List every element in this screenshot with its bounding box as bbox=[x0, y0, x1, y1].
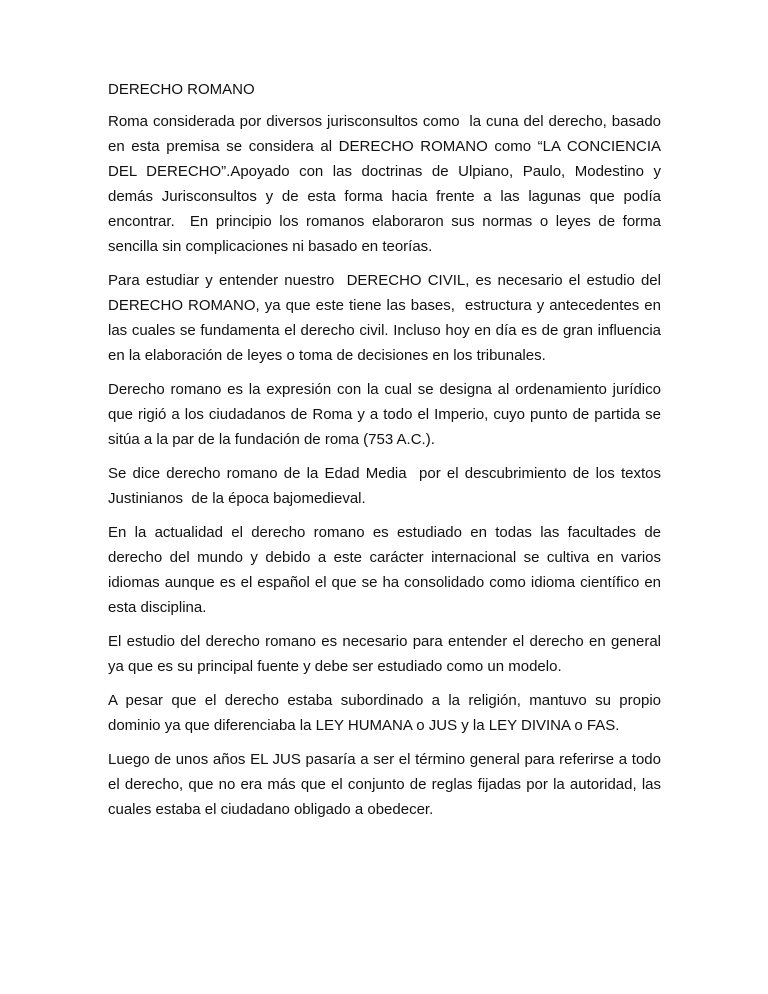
paragraph-5: En la actualidad el derecho romano es estudiado en todas las facultades de derecho del mundo y debido a este carácter internacional se cultiva en varios idiomas aunque es el español el que se ha consolidado como idioma científico en esta disciplina. bbox=[108, 524, 666, 616]
paragraph-8: Luego de unos años EL JUS pasaría a ser el término general para referirse a todo el derecho, que no era más que el conjunto de reglas fijadas por la autoridad, las cuales estaba el ciudadano obligado a obedecer. bbox=[108, 751, 666, 818]
paragraph-2: Para estudiar y entender nuestro DERECHO CIVIL, es necesario el estudio del DERECHO ROMANO, ya que este tiene las bases, estructura y antecedentes en las cuales se fundamenta el derecho civil. Incluso hoy en día es de gran influencia en la elaboración de leyes o toma de decisiones en los tribunales. bbox=[108, 272, 666, 364]
paragraph-6: El estudio del derecho romano es necesario para entender el derecho en general ya que es su principal fuente y debe ser estudiado como un modelo. bbox=[108, 633, 666, 675]
paragraph-1: Roma considerada por diversos jurisconsultos como la cuna del derecho, basado en esta premisa se considera al DERECHO ROMANO como “LA CONCIENCIA DEL DERECHO”.Apoyado con las doctrinas de Ulpiano, Paulo, Modestino y demás Jurisconsultos y de esta forma hacia frente a las lagunas que podía encontrar. En principio los romanos elaboraron sus normas o leyes de forma sencilla sin complicaciones ni basado en teorías. bbox=[108, 113, 666, 255]
paragraph-4: Se dice derecho romano de la Edad Media por el descubrimiento de los textos Justinianos de la época bajomedieval. bbox=[108, 465, 666, 507]
paragraph-3: Derecho romano es la expresión con la cual se designa al ordenamiento jurídico que rigió a los ciudadanos de Roma y a todo el Imperio, cuyo punto de partida se sitúa a la par de la fundación de roma (753 A.C.). bbox=[108, 381, 666, 448]
document-title: DERECHO ROMANO bbox=[108, 81, 255, 98]
document-body bbox=[108, 78, 666, 831]
paragraph-7: A pesar que el derecho estaba subordinado a la religión, mantuvo su propio dominio ya que diferenciaba la LEY HUMANA o JUS y la LEY DIVINA o FAS. bbox=[108, 692, 666, 734]
